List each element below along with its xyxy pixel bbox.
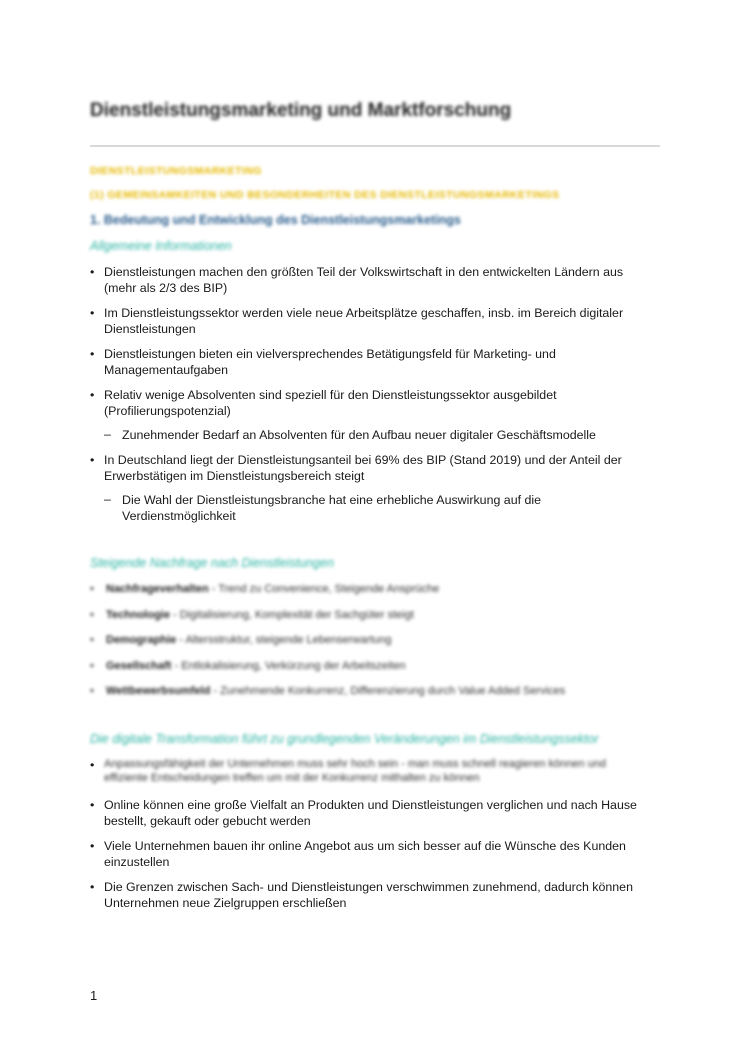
demand-term: Wettbewerbsumfeld xyxy=(106,685,211,697)
dash-icon: – xyxy=(104,492,111,506)
demand-term: Technologie xyxy=(106,608,170,621)
demand-text: - Trend zu Convenience, Steigende Ansprüche xyxy=(208,583,440,595)
list-item xyxy=(90,608,650,622)
demand-term: Gesellschaft xyxy=(106,659,172,672)
bullet-icon: • xyxy=(90,839,95,853)
digital-heading: Die digitale Transformation führt zu grundlegenden Veränderungen im Dienstleistungssektor xyxy=(90,732,599,746)
list-item-text: Relativ wenige Absolventen sind speziell für den Dienstleistungssektor ausgebildet (Profilierungspotenzial) xyxy=(104,388,557,418)
list-item-text: Online können eine große Vielfalt an Produkten und Dienstleistungen verglichen und nach Hause bestellt, gekauft oder gebucht werden xyxy=(104,798,637,828)
list-item xyxy=(90,838,650,870)
subheading: 1. Bedeutung und Entwicklung des Dienstleistungsmarketings xyxy=(90,213,461,227)
dash-icon: – xyxy=(104,427,111,441)
list-item xyxy=(90,879,650,911)
bullet-icon: • xyxy=(90,388,95,402)
section-label: DIENSTLEISTUNGSMARKETING xyxy=(90,165,262,177)
demand-list xyxy=(90,582,650,710)
demand-heading: Steigende Nachfrage nach Dienstleistungen xyxy=(90,556,334,570)
list-item xyxy=(90,452,650,484)
list-item-text: Im Dienstleistungssektor werden viele neue Arbeitsplätze geschaffen, insb. im Bereich digitaler Dienstleistungen xyxy=(104,306,624,336)
bullet-icon: • xyxy=(90,608,94,621)
page-number: 1 xyxy=(90,988,98,1003)
digital-list xyxy=(90,757,650,920)
demand-term: Nachfrageverhalten xyxy=(106,583,209,595)
list-item xyxy=(90,757,650,785)
list-item xyxy=(90,264,650,296)
bullet-icon: • xyxy=(90,265,95,279)
demand-text: - Entlokalisierung, Verkürzung der Arbeitszeiten xyxy=(171,659,406,672)
bullet-icon: • xyxy=(90,798,95,812)
sub-list-item xyxy=(90,492,650,524)
list-item xyxy=(90,305,650,337)
list-item-text: Die Grenzen zwischen Sach- und Dienstleistungen verschwimmen zunehmend, dadurch können Unternehmen neue Zielgruppen erschließen xyxy=(104,880,633,910)
bullet-icon: • xyxy=(90,685,94,697)
list-item xyxy=(90,633,650,647)
title-divider xyxy=(90,145,660,147)
bullet-icon: • xyxy=(90,583,94,595)
bullet-icon: • xyxy=(90,758,95,772)
list-item-text: Dienstleistungen bieten ein vielversprechendes Betätigungsfeld für Marketing- und Managementaufgaben xyxy=(104,347,556,377)
bullet-icon: • xyxy=(90,453,95,467)
demand-text: - Altersstruktur, steigende Lebenserwartung xyxy=(176,634,392,646)
general-heading: Allgemeine Informationen xyxy=(90,239,232,253)
page-title: Dienstleistungsmarketing und Marktforschung xyxy=(90,100,512,121)
list-item xyxy=(90,659,650,673)
general-list xyxy=(90,264,650,533)
sub-list-item-text: Die Wahl der Dienstleistungsbranche hat eine erhebliche Auswirkung auf die Verdienstmöglichkeit xyxy=(122,493,541,523)
sub-list-item xyxy=(90,427,650,443)
list-item-text: Dienstleistungen machen den größten Teil der Volkswirtschaft in den entwickelten Ländern aus (mehr als 2/3 des BIP) xyxy=(104,265,624,295)
demand-text: - Digitalisierung, Komplexität der Sachgüter steigt xyxy=(169,608,414,621)
list-item-text: Viele Unternehmen bauen ihr online Angebot aus um sich besser auf die Wünsche des Kunden einzustellen xyxy=(104,839,626,869)
list-item xyxy=(90,346,650,378)
list-item-text: In Deutschland liegt der Dienstleistungsanteil bei 69% des BIP (Stand 2019) und der Anteil der Erwerbstätigen im Dienstleistungsbereich steigt xyxy=(104,453,622,483)
bullet-icon: • xyxy=(90,347,95,361)
bullet-icon: • xyxy=(90,634,94,646)
demand-text: - Zunehmende Konkurrenz, Differenzierung durch Value Added Services xyxy=(210,685,566,697)
bullet-icon: • xyxy=(90,880,95,894)
demand-term: Demographie xyxy=(106,634,177,646)
list-item xyxy=(90,684,650,698)
list-item xyxy=(90,582,650,596)
sub-list-item-text: Zunehmender Bedarf an Absolventen für den Aufbau neuer digitaler Geschäftsmodelle xyxy=(122,428,596,442)
chapter-label: (1) GEMEINSAMKEITEN UND BESONDERHEITEN DES DIENSTLEISTUNGSMARKETINGS xyxy=(90,189,560,201)
list-item xyxy=(90,797,650,829)
bullet-icon: • xyxy=(90,659,94,672)
bullet-icon: • xyxy=(90,306,95,320)
list-item-text: Anpassungsfähigkeit der Unternehmen muss sehr hoch sein - man muss schnell reagieren können und effiziente Entscheidungen treffen um mit der Konkurrenz mithalten zu können xyxy=(104,758,607,784)
list-item xyxy=(90,387,650,419)
